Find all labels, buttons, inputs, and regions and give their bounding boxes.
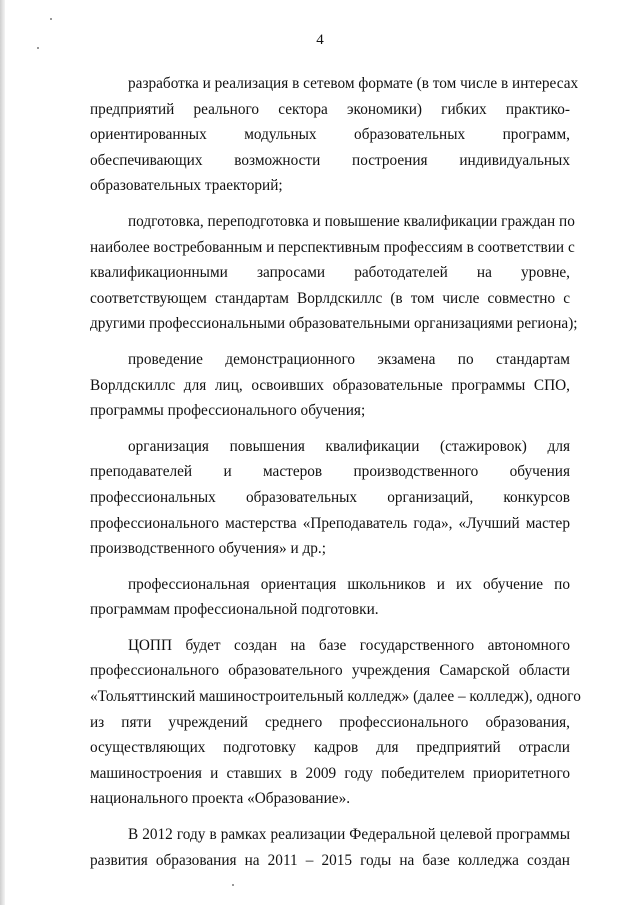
text-line: проведение демонстрационного экзамена по стандартам	[128, 350, 570, 368]
text-line: осуществляющих подготовку кадров для предприятий отрасли	[90, 739, 570, 757]
scan-speck	[232, 884, 234, 886]
text-line: квалификационными запросами работодателей на уровне,	[90, 264, 570, 282]
text-line: национального проекта «Образование».	[90, 790, 351, 808]
page-number: 4	[316, 32, 324, 48]
text-line: «Тольяттинский машиностроительный колледж» (далее – колледж), одного	[90, 688, 581, 706]
paragraph	[90, 434, 570, 562]
text-line: профессиональных образовательных организаций, конкурсов	[90, 488, 570, 506]
text-line: ЦОПП будет создан на базе государственного автономного	[128, 636, 570, 654]
paragraph	[90, 633, 581, 812]
paragraph	[90, 209, 578, 337]
body-text	[90, 71, 581, 873]
text-line: производственного обучения» и др.;	[90, 540, 326, 558]
text-line: предприятий реального сектора экономики) гибких практико-	[90, 100, 570, 118]
paragraph	[90, 572, 570, 623]
text-line: наиболее востребованным и перспективным профессиям в соответствии с	[90, 238, 575, 256]
text-line: подготовка, переподготовка и повышение квалификации граждан по	[128, 212, 575, 230]
paragraph	[90, 822, 570, 873]
text-line: ориентированных модульных образовательных программ,	[90, 126, 570, 144]
text-line: обеспечивающих возможности построения индивидуальных	[90, 151, 570, 169]
text-line: из пяти учреждений среднего профессионального образования,	[90, 713, 570, 731]
text-line: образовательных траекторий;	[90, 177, 283, 195]
text-line: профессионального образовательного учреждения Самарской области	[90, 662, 570, 680]
text-line: разработка и реализация в сетевом формате (в том числе в интересах	[128, 75, 579, 92]
paragraph	[90, 71, 579, 199]
text-line: В 2012 году в рамках реализации Федеральной целевой программы	[128, 826, 570, 844]
text-line: программы профессионального обучения;	[90, 402, 366, 420]
text-line: профессионального мастерства «Преподаватель года», «Лучший мастер	[90, 514, 570, 532]
text-line: программам профессиональной подготовки.	[90, 601, 379, 619]
text-line: преподавателей и мастеров производственного обучения	[90, 463, 570, 481]
text-line: развития образования на 2011 – 2015 годы на базе колледжа создан	[90, 851, 570, 869]
text-line: соответствующем стандартам Ворлдскиллс (в том числе совместно с	[90, 289, 570, 307]
text-line: профессиональная ориентация школьников и их обучение по	[128, 575, 570, 593]
text-line: машиностроения и ставших в 2009 году победителем приоритетного	[90, 764, 570, 782]
scan-speck	[50, 18, 52, 20]
scan-shadow-edge	[0, 0, 5, 905]
text-line: другими профессиональными образовательными организациями региона);	[90, 315, 578, 333]
text-line: организация повышения квалификации (стажировок) для	[128, 437, 570, 455]
text-line: Ворлдскиллс для лиц, освоивших образовательные программы СПО,	[90, 376, 570, 394]
paragraph	[90, 347, 570, 424]
